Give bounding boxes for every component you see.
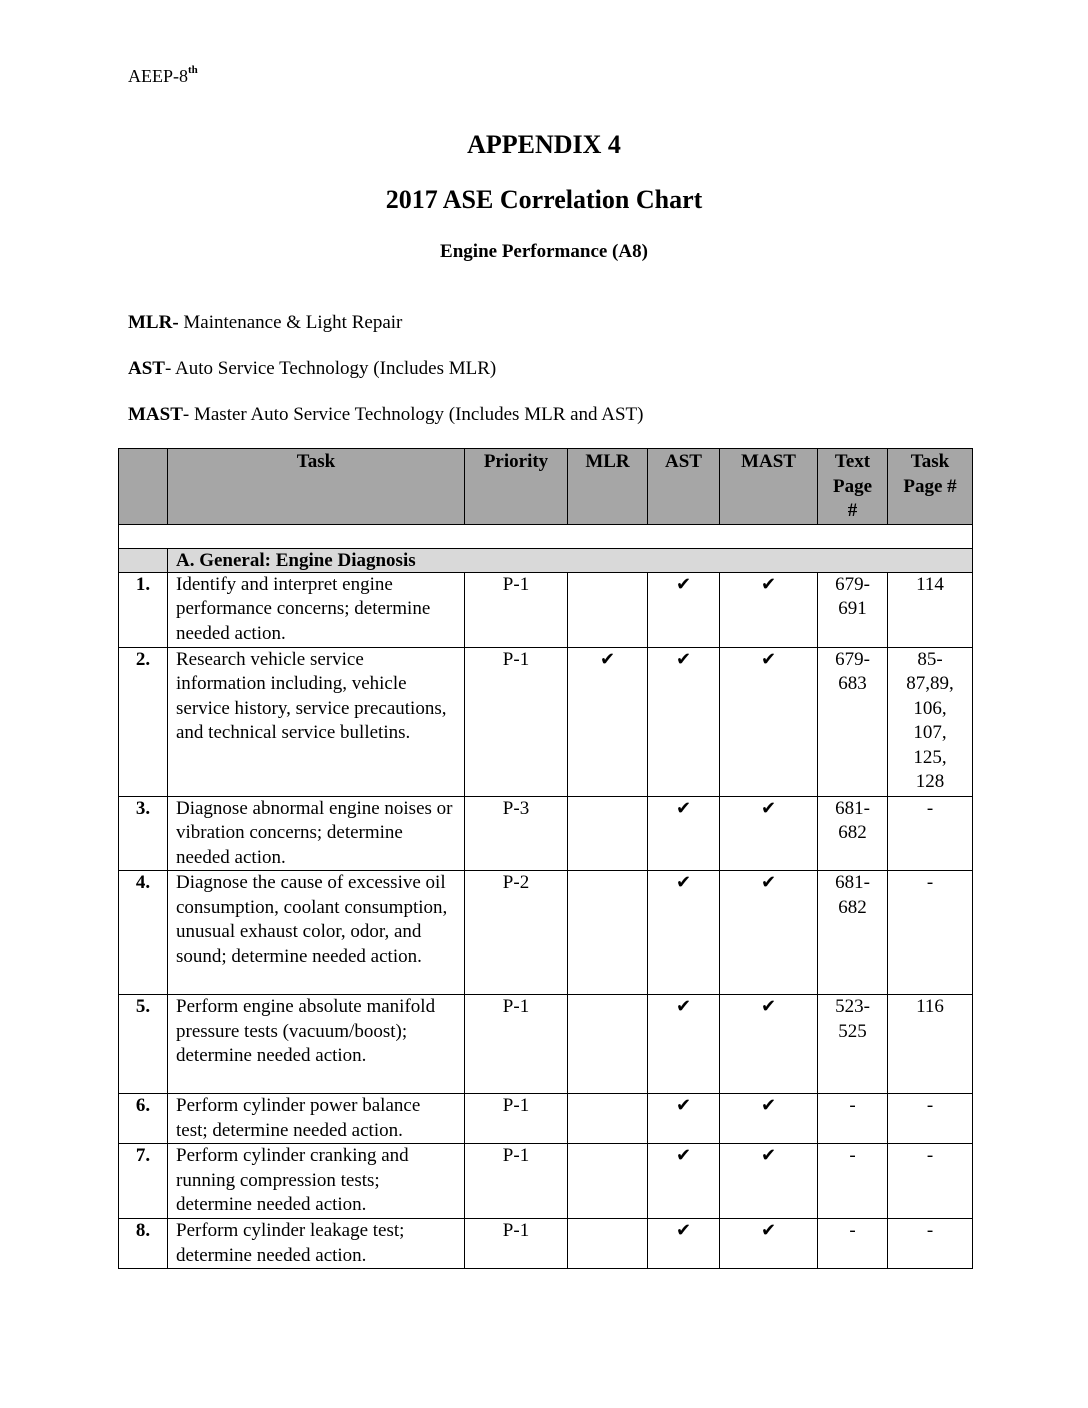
priority-cell: P-1 [465, 1094, 568, 1144]
mast-cell [720, 871, 818, 995]
table-row [119, 1219, 973, 1269]
checkmark-icon: ✔ [675, 573, 692, 595]
task-page-cell: - [888, 871, 973, 995]
ast-cell [648, 871, 720, 995]
table-row [119, 1144, 973, 1219]
mlr-cell [568, 1094, 648, 1144]
text-page-cell: 679- 683 [818, 647, 888, 796]
table-header-row [119, 449, 973, 525]
column-header-task-page: Task Page # [888, 449, 973, 525]
task-number: 7. [119, 1144, 168, 1219]
priority-cell: P-1 [465, 1144, 568, 1219]
task-number: 3. [119, 796, 168, 871]
page-title: APPENDIX 4 [467, 130, 621, 159]
checkmark-icon: ✔ [760, 1095, 777, 1116]
table-spacer-row [119, 524, 973, 548]
checkmark-icon: ✔ [760, 996, 777, 1017]
task-description: Identify and interpret engine performance concerns; determine needed action. [168, 572, 465, 647]
task-number: 6. [119, 1094, 168, 1144]
mast-cell [720, 572, 818, 647]
ast-cell [648, 995, 720, 1094]
table-row [119, 647, 973, 796]
task-page-cell: - [888, 1144, 973, 1219]
document-header-code [128, 66, 198, 87]
mast-cell [720, 1144, 818, 1219]
priority-cell: P-3 [465, 796, 568, 871]
text-page-cell: 679- 691 [818, 572, 888, 647]
mlr-cell [568, 647, 648, 796]
mlr-cell [568, 1219, 648, 1269]
checkmark-icon: ✔ [760, 1220, 777, 1241]
text-page-cell: 681- 682 [818, 796, 888, 871]
group-label: A. General: Engine Diagnosis [168, 548, 973, 572]
task-page-cell: 116 [888, 995, 973, 1094]
column-header-mast: MAST [720, 449, 818, 525]
checkmark-icon: ✔ [675, 1095, 692, 1116]
mlr-cell [568, 796, 648, 871]
correlation-table [118, 448, 973, 1269]
text-page-cell: - [818, 1094, 888, 1144]
text-page-cell: - [818, 1144, 888, 1219]
legend-abbr: AST [128, 358, 165, 379]
checkmark-icon: ✔ [675, 872, 692, 893]
mast-cell [720, 995, 818, 1094]
ast-cell [648, 796, 720, 871]
checkmark-icon: ✔ [760, 1145, 777, 1166]
legend-abbr: MAST [128, 404, 183, 425]
mast-cell [720, 1094, 818, 1144]
checkmark-icon: ✔ [675, 996, 692, 1017]
section-title: Engine Performance (A8) [440, 241, 648, 262]
task-description: Diagnose the cause of excessive oil consumption, coolant consumption, unusual exhaust color, odor, and sound; determine needed action. [168, 871, 465, 995]
mlr-cell [568, 572, 648, 647]
ast-cell [648, 647, 720, 796]
column-header-priority: Priority [465, 449, 568, 525]
column-header-mlr: MLR [568, 449, 648, 525]
priority-cell: P-1 [465, 647, 568, 796]
task-page-cell: - [888, 1094, 973, 1144]
ast-cell [648, 1219, 720, 1269]
checkmark-icon: ✔ [675, 648, 692, 670]
spacer-cell [119, 524, 973, 548]
task-description: Perform cylinder power balance test; determine needed action. [168, 1094, 465, 1144]
column-header-text-page: Text Page # [818, 449, 888, 525]
table-row [119, 796, 973, 871]
legend-mlr [128, 312, 402, 334]
table-row [119, 871, 973, 995]
task-number: 4. [119, 871, 168, 995]
text-page-cell: - [818, 1219, 888, 1269]
table-row [119, 995, 973, 1094]
task-page-cell: 114 [888, 572, 973, 647]
task-page-cell: - [888, 796, 973, 871]
checkmark-icon: ✔ [675, 1145, 692, 1166]
task-description: Perform engine absolute manifold pressure tests (vacuum/boost); determine needed action. [168, 995, 465, 1094]
table-row [119, 1094, 973, 1144]
legend-mast [128, 404, 643, 426]
priority-cell: P-2 [465, 871, 568, 995]
mast-cell [720, 796, 818, 871]
task-description: Perform cylinder leakage test; determine needed action. [168, 1219, 465, 1269]
column-header-task: Task [168, 449, 465, 525]
mlr-cell [568, 871, 648, 995]
legend-text: - Auto Service Technology (Includes MLR) [164, 358, 497, 379]
task-description: Diagnose abnormal engine noises or vibration concerns; determine needed action. [168, 796, 465, 871]
header-code-superscript: th [188, 64, 198, 76]
task-page-cell: 85- 87,89, 106, 107, 125, 128 [888, 647, 973, 796]
priority-cell: P-1 [465, 1219, 568, 1269]
task-description: Research vehicle service information including, vehicle service history, service precautions, and technical service bulletins. [168, 647, 465, 796]
column-header-num [119, 449, 168, 525]
ast-cell [648, 1094, 720, 1144]
column-header-ast: AST [648, 449, 720, 525]
group-row [119, 548, 973, 572]
task-number: 8. [119, 1219, 168, 1269]
mlr-cell [568, 995, 648, 1094]
task-number: 5. [119, 995, 168, 1094]
task-number: 2. [119, 647, 168, 796]
header-code-text: AEEP-8 [128, 66, 188, 86]
legend-text: Maintenance & Light Repair [178, 312, 403, 333]
task-number: 1. [119, 572, 168, 647]
checkmark-icon: ✔ [675, 1220, 692, 1241]
mast-cell [720, 647, 818, 796]
priority-cell: P-1 [465, 995, 568, 1094]
mlr-cell [568, 1144, 648, 1219]
group-num-cell [119, 548, 168, 572]
legend-text: - Master Auto Service Technology (Includes MLR and AST) [182, 404, 644, 425]
checkmark-icon: ✔ [675, 797, 692, 819]
checkmark-icon: ✔ [760, 573, 777, 595]
table-row [119, 572, 973, 647]
checkmark-icon: ✔ [760, 648, 777, 670]
legend-abbr: MLR- [128, 312, 179, 333]
task-description: Perform cylinder cranking and running compression tests; determine needed action. [168, 1144, 465, 1219]
text-page-cell: 523- 525 [818, 995, 888, 1094]
priority-cell: P-1 [465, 572, 568, 647]
checkmark-icon: ✔ [599, 648, 616, 670]
page-subtitle: 2017 ASE Correlation Chart [385, 185, 703, 214]
task-page-cell: - [888, 1219, 973, 1269]
ast-cell [648, 1144, 720, 1219]
ast-cell [648, 572, 720, 647]
checkmark-icon: ✔ [760, 797, 777, 819]
text-page-cell: 681- 682 [818, 871, 888, 995]
checkmark-icon: ✔ [760, 872, 777, 893]
legend-ast [128, 358, 496, 380]
mast-cell [720, 1219, 818, 1269]
